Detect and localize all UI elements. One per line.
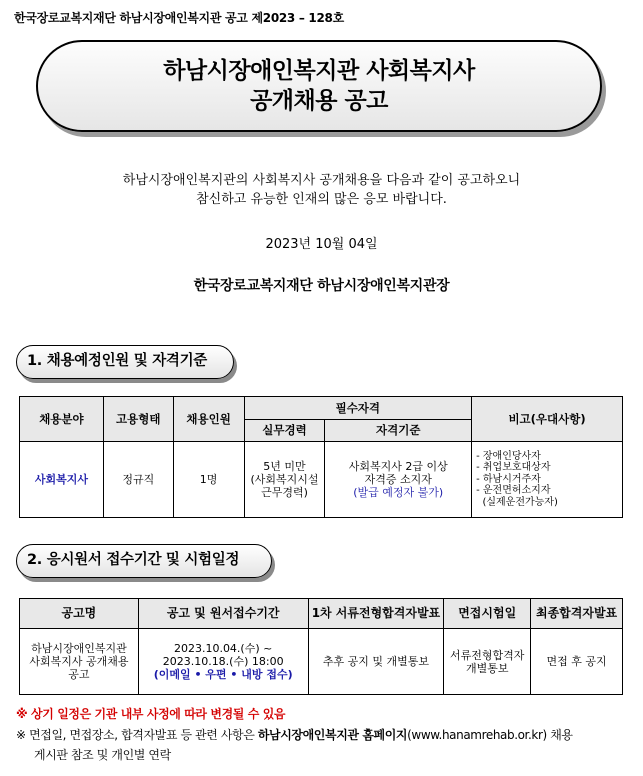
period-line: 2023.10.18.(수) 18:00 [162, 655, 284, 668]
interview-line: 서류전형합격자 [450, 648, 525, 662]
title-line-2: 공개채용 공고 [250, 88, 388, 114]
cell-experience [244, 442, 325, 518]
benefit-item: - 하남시거주자 [476, 473, 541, 485]
benefit-item: (실제운전가능자) [476, 496, 558, 508]
homepage-url[interactable]: (www.hanamrehab.or.kr) [407, 728, 547, 742]
benefit-item: - 취업보호대상자 [476, 462, 551, 474]
experience-line: (사회복지시설 [250, 473, 319, 486]
header-note: 비고(우대사항) [472, 397, 623, 442]
cell-final: 면접 후 공지 [531, 629, 623, 695]
intro-line-2: 참신하고 유능한 인재의 많은 응모 바랍니다. [196, 192, 447, 207]
name-line: 공고 [68, 668, 90, 681]
period-line: 2023.10.04.(수) ~ [173, 642, 273, 655]
schedule-change-note: ※ 상기 일정은 기관 내부 사정에 따라 변경될 수 있음 [16, 707, 286, 721]
header-final: 최종합격자발표 [531, 599, 623, 629]
experience-line: 근무경력) [261, 486, 308, 499]
header-type: 고용형태 [103, 397, 173, 442]
name-line: 하남시장애인복지관 [31, 642, 127, 655]
benefit-item: - 운전면허소지자 [476, 485, 551, 497]
schedule-table [19, 598, 623, 695]
section-1-heading: 1. 채용예정인원 및 자격기준 [16, 345, 234, 379]
period-method: (이메일 • 우편 • 내방 접수) [153, 668, 293, 681]
issuer: 한국장로교복지재단 하남시장애인복지관장 [193, 278, 450, 294]
header-period: 공고 및 원서접수기간 [138, 599, 308, 629]
intro-line-1: 하남시장애인복지관의 사회복지사 공개채용을 다음과 같이 공고하오니 [122, 173, 521, 188]
cell-qualification [325, 442, 472, 518]
cell-count: 1명 [173, 442, 244, 518]
benefit-item: - 장애인당사자 [476, 450, 541, 462]
section-2-heading: 2. 응시원서 접수기간 및 시험일정 [16, 544, 272, 578]
qualification-line: 자격증 소지자 [364, 473, 432, 486]
header-field: 채용분야 [20, 397, 104, 442]
cell-interview [444, 629, 531, 695]
header-doc-result: 1차 서류전형합격자발표 [308, 599, 444, 629]
header-interview: 면접시험일 [444, 599, 531, 629]
qualification-note: (발급 예정자 불가) [353, 486, 444, 499]
qualification-table [19, 396, 623, 518]
interview-line: 개별통보 [465, 661, 509, 675]
experience-line: 5년 미만 [263, 460, 306, 473]
note-text: 게시판 참조 및 개인별 연락 [34, 748, 171, 762]
cell-benefits [472, 442, 623, 518]
cell-name [20, 629, 139, 695]
name-line: 사회복지사 공개채용 [29, 655, 129, 668]
note-text: ※ 면접일, 면접장소, 합격자발표 등 관련 사항은 [16, 728, 258, 742]
header-experience: 실무경력 [244, 420, 325, 442]
header-name: 공고명 [20, 599, 139, 629]
header-required: 필수자격 [244, 397, 472, 420]
cell-field: 사회복지사 [20, 442, 104, 518]
announcement-date: 2023년 10월 04일 [265, 237, 378, 252]
cell-doc-result: 추후 공지 및 개별통보 [308, 629, 444, 695]
header-count: 채용인원 [173, 397, 244, 442]
cell-type: 정규직 [103, 442, 173, 518]
title-banner [36, 40, 602, 132]
cell-period [138, 629, 308, 695]
header-qualification: 자격기준 [325, 420, 472, 442]
homepage-name: 하남시장애인복지관 홈페이지 [257, 728, 408, 742]
title-line-1: 하남시장애인복지관 사회복지사 [163, 58, 475, 84]
note-text: 채용 [546, 728, 573, 742]
contact-note [16, 725, 628, 765]
table-row [20, 442, 623, 518]
table-row [20, 629, 623, 695]
qualification-line: 사회복지사 2급 이상 [348, 460, 448, 473]
document-number: 한국장로교복지재단 하남시장애인복지관 공고 제2023 – 128호 [14, 11, 344, 25]
